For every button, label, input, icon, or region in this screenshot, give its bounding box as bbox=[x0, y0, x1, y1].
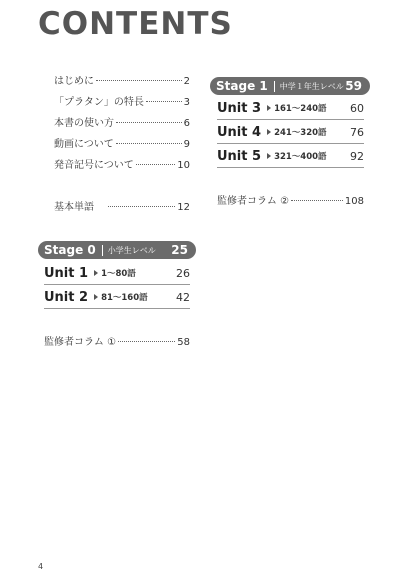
stage-name: Stage 1 bbox=[216, 79, 268, 93]
triangle-right-icon bbox=[267, 105, 271, 111]
unit-word-range: 1〜80語 bbox=[101, 269, 136, 279]
unit-name: Unit 2 bbox=[44, 289, 89, 305]
toc-entry-label: 基本単語 bbox=[54, 202, 94, 213]
stage-name: Stage 0 bbox=[44, 243, 96, 257]
toc-entry-label: 発音記号について bbox=[54, 160, 134, 171]
unit-underline bbox=[44, 284, 190, 285]
dot-leader bbox=[146, 101, 182, 102]
unit-underline bbox=[217, 167, 364, 168]
unit-page: 76 bbox=[350, 125, 364, 139]
toc-entry-column-1[interactable] bbox=[44, 337, 190, 349]
dot-leader bbox=[118, 341, 175, 342]
toc-entry[interactable] bbox=[54, 97, 190, 109]
toc-entry-label: 本書の使い方 bbox=[54, 118, 114, 129]
toc-entry-page: 12 bbox=[177, 202, 190, 213]
triangle-right-icon bbox=[267, 153, 271, 159]
toc-entry-label: 「プラタン」の特長 bbox=[54, 97, 144, 108]
toc-entry-page: 2 bbox=[183, 76, 190, 87]
stage-page: 59 bbox=[345, 79, 362, 93]
toc-entry-page: 108 bbox=[344, 196, 364, 207]
toc-entry-page: 3 bbox=[183, 97, 190, 108]
stage-0-banner[interactable] bbox=[38, 241, 196, 259]
unit-word-range: 161〜240語 bbox=[274, 104, 327, 114]
unit-page: 92 bbox=[350, 149, 364, 163]
toc-entry-label: はじめに bbox=[54, 76, 94, 87]
unit-4-entry[interactable] bbox=[217, 123, 364, 141]
stage-divider bbox=[102, 245, 103, 256]
triangle-right-icon bbox=[267, 129, 271, 135]
toc-entry[interactable] bbox=[54, 160, 190, 172]
toc-entry[interactable] bbox=[54, 139, 190, 151]
page-title: CONTENTS bbox=[38, 6, 233, 42]
unit-word-range: 321〜400語 bbox=[274, 152, 327, 162]
stage-divider bbox=[274, 81, 275, 92]
dot-leader bbox=[116, 122, 182, 123]
toc-entry-page: 6 bbox=[183, 118, 190, 129]
stage-page: 25 bbox=[171, 243, 188, 257]
toc-entry[interactable] bbox=[54, 118, 190, 130]
toc-entry-column-2[interactable] bbox=[217, 196, 364, 208]
unit-3-entry[interactable] bbox=[217, 99, 364, 117]
unit-word-range: 241〜320語 bbox=[274, 128, 327, 138]
dot-leader bbox=[136, 164, 175, 165]
unit-underline bbox=[217, 143, 364, 144]
dot-leader bbox=[291, 200, 343, 201]
toc-entry-label: 監修者コラム ② bbox=[217, 196, 290, 207]
toc-entry[interactable] bbox=[54, 76, 190, 88]
unit-underline bbox=[44, 308, 190, 309]
page-number: 4 bbox=[38, 562, 44, 571]
toc-entry-label: 監修者コラム ① bbox=[44, 337, 117, 348]
unit-underline bbox=[217, 119, 364, 120]
dot-leader bbox=[96, 80, 182, 81]
unit-2-entry[interactable] bbox=[44, 288, 190, 306]
unit-5-entry[interactable] bbox=[217, 147, 364, 165]
toc-entry-page: 10 bbox=[177, 160, 190, 171]
unit-name: Unit 5 bbox=[217, 148, 262, 164]
stage-level: 小学生レベル bbox=[107, 245, 156, 255]
dot-leader bbox=[108, 206, 175, 207]
toc-entry-basic-words[interactable] bbox=[54, 202, 190, 214]
triangle-right-icon bbox=[94, 294, 98, 300]
unit-word-range: 81〜160語 bbox=[101, 293, 148, 303]
unit-name: Unit 1 bbox=[44, 265, 89, 281]
toc-entry-label: 動画について bbox=[54, 139, 114, 150]
unit-page: 42 bbox=[176, 290, 190, 304]
unit-name: Unit 4 bbox=[217, 124, 262, 140]
unit-page: 26 bbox=[176, 266, 190, 280]
unit-page: 60 bbox=[350, 101, 364, 115]
triangle-right-icon bbox=[94, 270, 98, 276]
stage-1-banner[interactable] bbox=[210, 77, 370, 95]
dot-leader bbox=[116, 143, 182, 144]
unit-name: Unit 3 bbox=[217, 100, 262, 116]
unit-1-entry[interactable] bbox=[44, 264, 190, 282]
toc-entry-page: 9 bbox=[183, 139, 190, 150]
stage-level: 中学１年生レベル bbox=[279, 81, 344, 91]
toc-entry-page: 58 bbox=[177, 337, 190, 348]
